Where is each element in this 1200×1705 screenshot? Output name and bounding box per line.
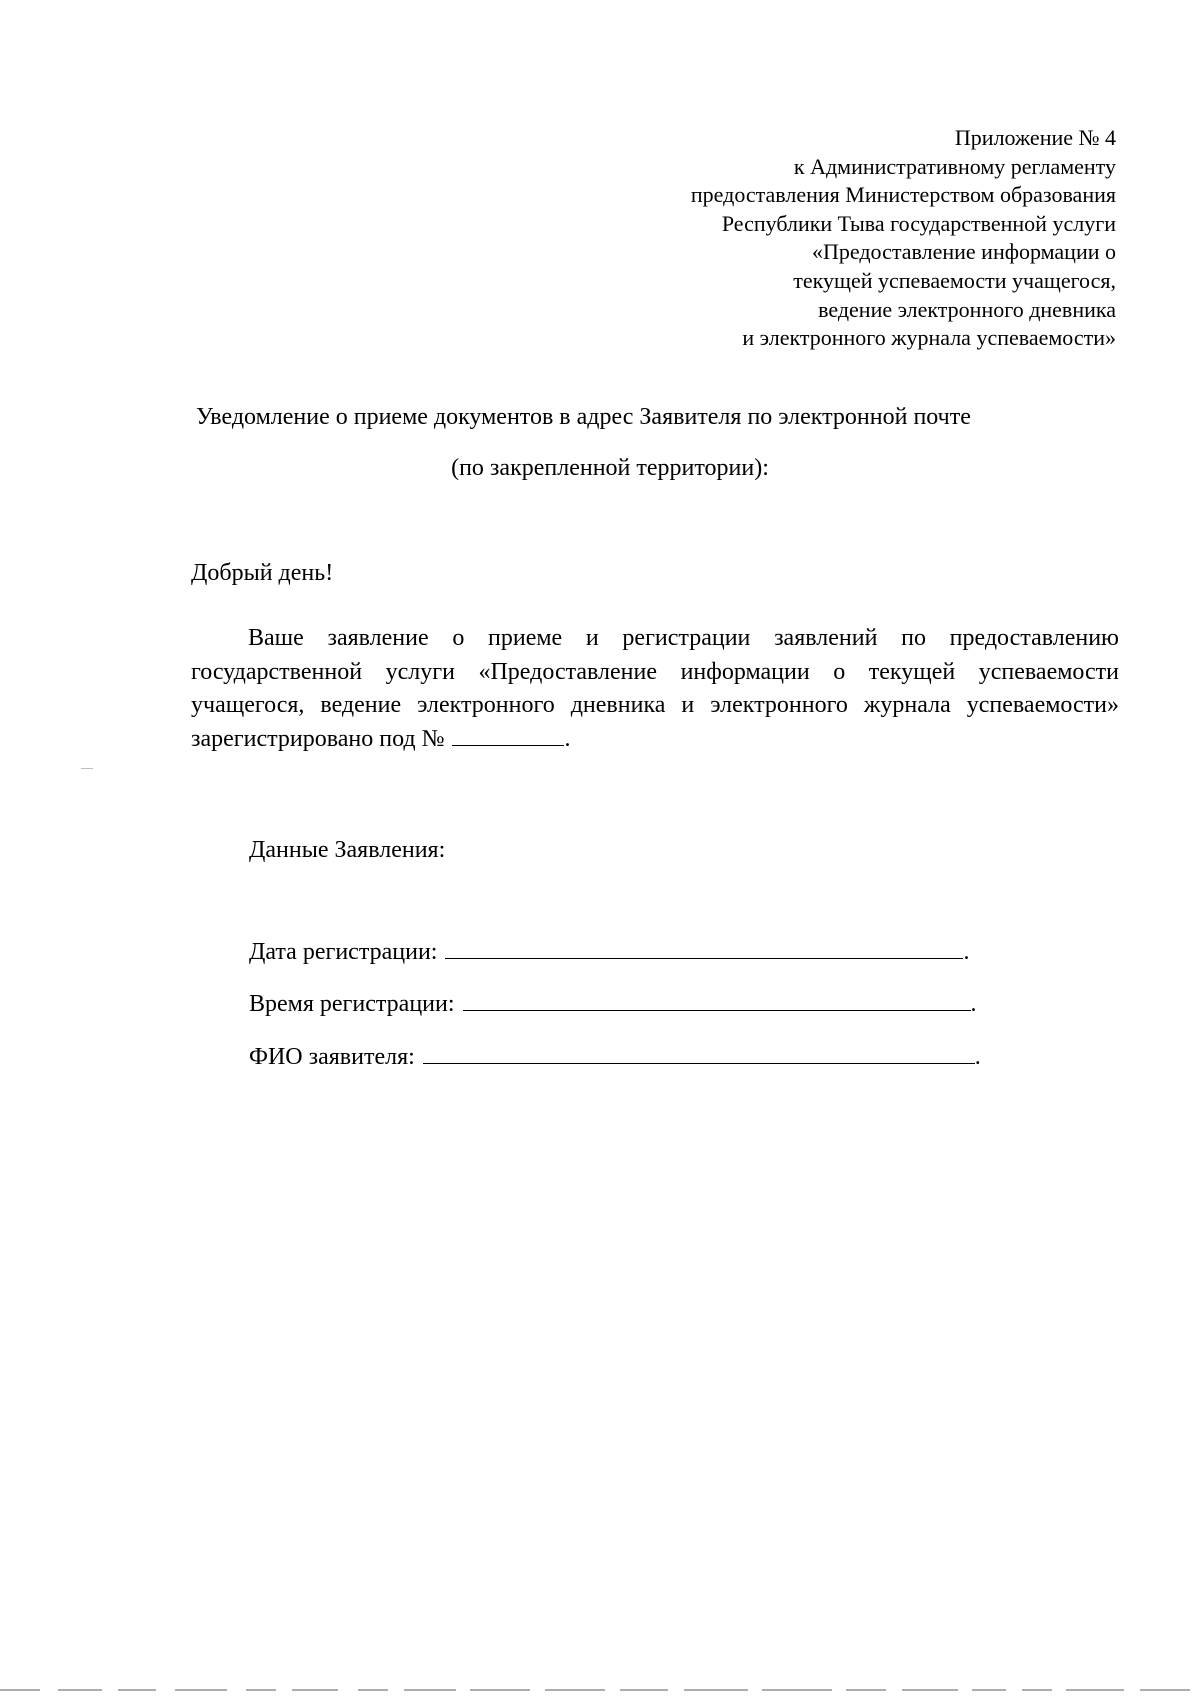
appendix-line: Республики Тыва государственной услуги [721, 210, 1116, 236]
registration-date-row [249, 936, 969, 966]
field-label: Время регистрации: [249, 991, 455, 1017]
paragraph-end: . [564, 725, 571, 752]
applicant-name-blank [423, 1041, 975, 1064]
appendix-line: Приложение № 4 [954, 125, 1116, 150]
appendix-line: и электронного журнала успеваемости» [742, 325, 1116, 351]
appendix-line: к Административному регламенту [793, 153, 1116, 179]
document-subtitle: (по закрепленной территории): [451, 455, 769, 481]
appendix-line: «Предоставление информации о [812, 239, 1116, 265]
appendix-header [556, 124, 1116, 353]
registration-time-row [249, 988, 977, 1018]
field-end: . [963, 939, 970, 965]
appendix-line: ведение электронного дневника [818, 296, 1116, 322]
field-label: Дата регистрации: [249, 939, 438, 965]
field-end: . [974, 1044, 981, 1070]
appendix-line: текущей успеваемости учащегося, [793, 267, 1116, 293]
registration-time-blank [463, 988, 971, 1011]
document-title: Уведомление о приеме документов в адрес Заявителя по электронной почте [196, 404, 971, 430]
application-data-heading: Данные Заявления: [249, 837, 446, 863]
applicant-name-row [249, 1041, 981, 1071]
scan-artifact [81, 768, 93, 769]
paragraph-text: Ваше заявление о приеме и регистрации заявлений по предоставлению государственной услуги «Предоставление информации о текущей успеваемости учащегося, ведение электронного дневника и электронного журнала успеваемости» зарегистрировано под № [191, 625, 1119, 752]
appendix-line: предоставления Министерством образования [690, 182, 1116, 208]
scan-edge-artifacts [0, 1689, 1200, 1692]
greeting: Добрый день! [191, 560, 334, 586]
field-end: . [970, 991, 977, 1017]
notification-paragraph [191, 622, 1119, 756]
registration-number-blank [452, 725, 564, 746]
registration-date-blank [445, 936, 963, 959]
field-label: ФИО заявителя: [249, 1044, 415, 1070]
